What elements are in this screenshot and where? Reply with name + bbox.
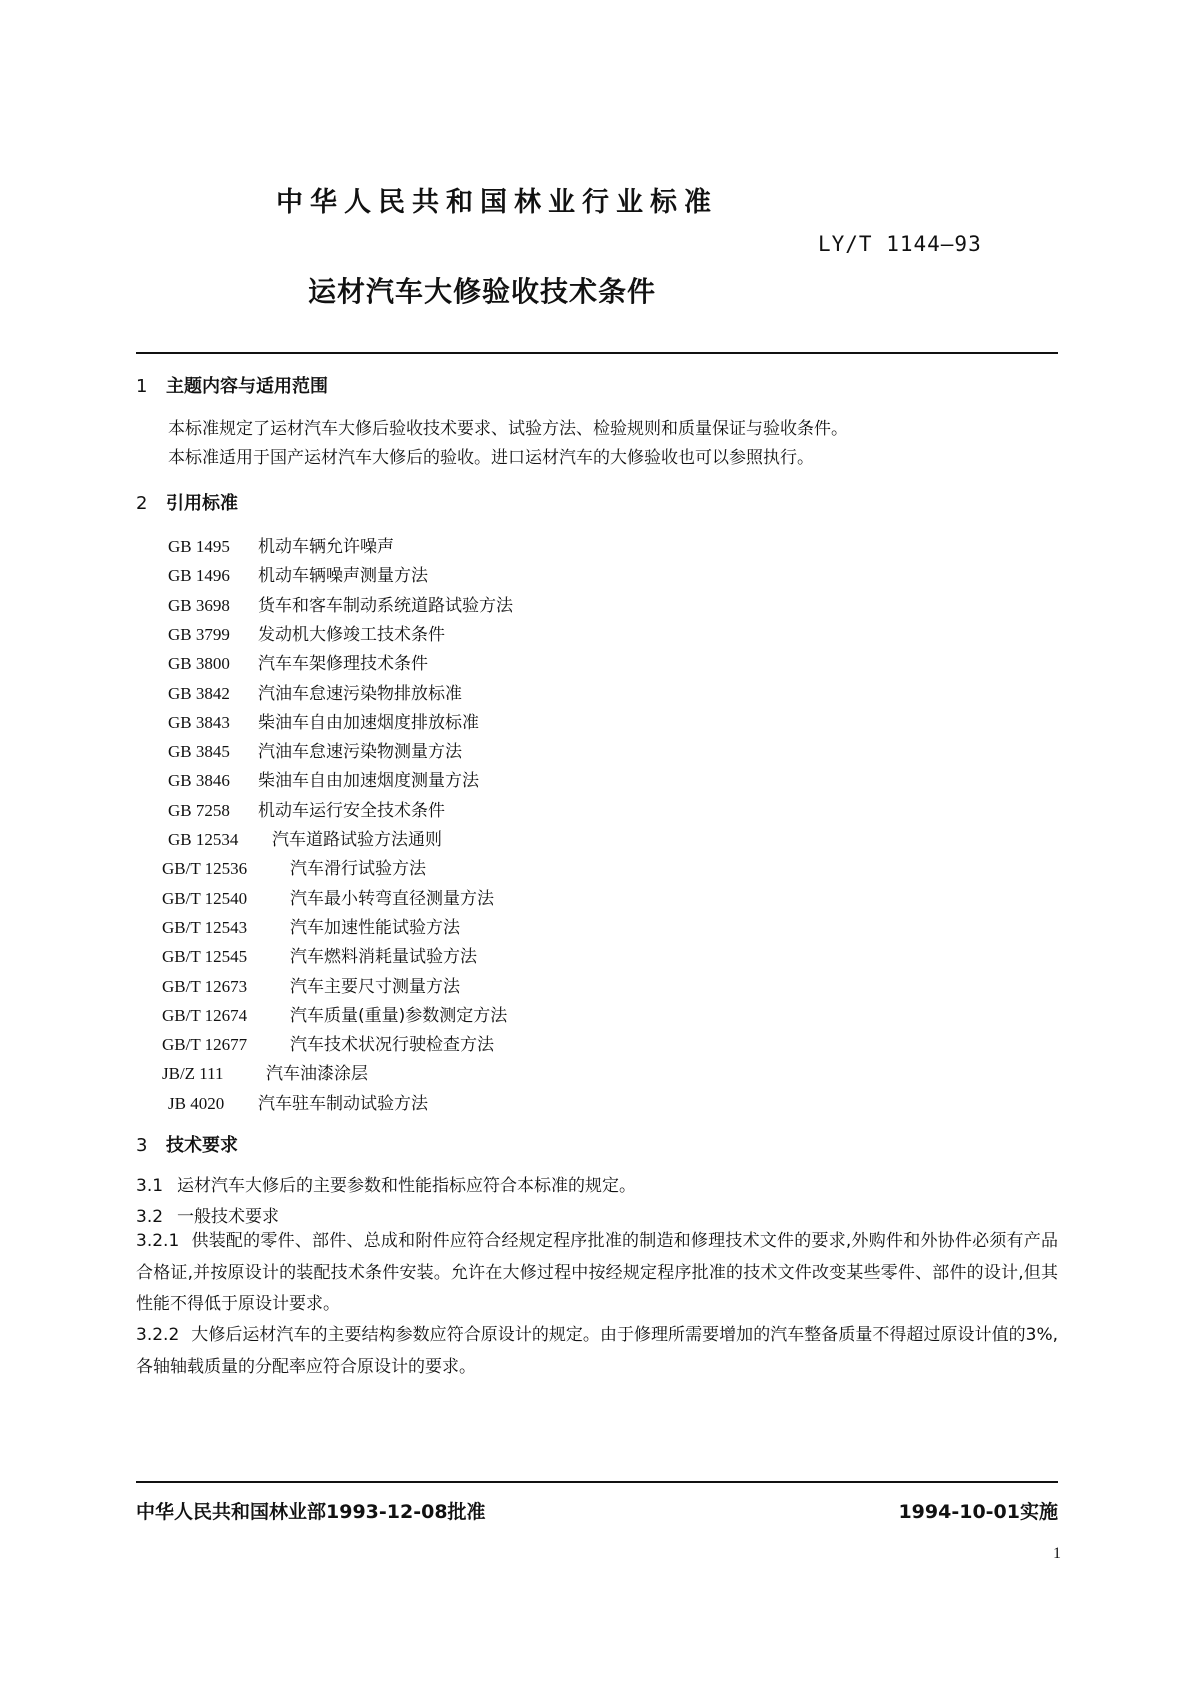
reference-name: 汽车最小转弯直径测量方法 xyxy=(290,888,494,909)
reference-name: 机动车运行安全技术条件 xyxy=(258,800,445,821)
reference-name: 货车和客车制动系统道路试验方法 xyxy=(258,595,513,616)
reference-name: 汽车滑行试验方法 xyxy=(290,859,426,880)
reference-item xyxy=(162,942,477,967)
clause-number: 3.2.2 xyxy=(136,1325,180,1345)
section-1-paragraph: 本标准规定了运材汽车大修后验收技术要求、试验方法、检验规则和质量保证与验收条件。 xyxy=(168,419,848,439)
reference-name: 汽车主要尺寸测量方法 xyxy=(290,976,460,997)
section-1-heading xyxy=(136,372,328,398)
clause-number: 3.1 xyxy=(136,1176,164,1196)
section-number: 2 xyxy=(136,493,148,514)
header-divider xyxy=(136,352,1058,354)
reference-code: GB 3698 xyxy=(168,595,230,615)
reference-item xyxy=(168,561,428,586)
clause-3-2-1 xyxy=(136,1226,1058,1321)
reference-name: 柴油车自由加速烟度测量方法 xyxy=(258,771,479,792)
reference-item xyxy=(168,766,479,791)
clause-text: 大修后运材汽车的主要结构参数应符合原设计的规定。由于修理所需要增加的汽车整备质量不得超过原设计值的3%,各轴轴载质量的分配率应符合原设计的要求。 xyxy=(136,1325,1058,1377)
reference-item xyxy=(162,854,426,879)
reference-item xyxy=(168,825,442,850)
clause-3-2-2 xyxy=(136,1320,1058,1383)
reference-code: GB 3800 xyxy=(168,654,230,674)
reference-code: GB/T 12540 xyxy=(162,888,248,908)
reference-item xyxy=(162,1059,368,1084)
page-number: 1 xyxy=(1053,1545,1061,1562)
clause-text: 供装配的零件、部件、总成和附件应符合经规定程序批准的制造和修理技术文件的要求,外购件和外协件必须有产品合格证,并按原设计的装配技术条件安装。允许在大修过程中按经规定程序批准的技术文件改变某些零件、部件的设计,但其性能不得低于原设计要求。 xyxy=(136,1231,1058,1314)
reference-code: JB 4020 xyxy=(168,1093,225,1113)
reference-name: 汽车驻车制动试验方法 xyxy=(258,1093,428,1114)
reference-item xyxy=(162,1030,494,1055)
reference-item xyxy=(162,972,460,997)
clause-text: 运材汽车大修后的主要参数和性能指标应符合本标准的规定。 xyxy=(177,1176,637,1196)
reference-item xyxy=(168,796,445,821)
document-title: 运材汽车大修验收技术条件 xyxy=(308,275,657,308)
reference-code: GB 3799 xyxy=(168,624,230,644)
section-title: 技术要求 xyxy=(166,1135,238,1156)
reference-name: 机动车辆允许噪声 xyxy=(258,537,394,557)
section-2-heading xyxy=(136,489,238,515)
reference-code: GB/T 12674 xyxy=(162,1005,248,1025)
section-number: 3 xyxy=(136,1135,148,1156)
reference-code: GB 12534 xyxy=(168,830,239,849)
reference-item xyxy=(168,737,462,762)
reference-code: GB/T 12543 xyxy=(162,917,248,937)
reference-name: 汽车道路试验方法通则 xyxy=(272,830,442,850)
reference-item xyxy=(168,620,445,645)
reference-name: 发动机大修竣工技术条件 xyxy=(258,624,445,645)
reference-name: 机动车辆噪声测量方法 xyxy=(258,566,428,587)
reference-name: 汽车车架修理技术条件 xyxy=(258,654,428,675)
section-3-heading xyxy=(136,1131,238,1157)
reference-code: GB/T 12545 xyxy=(162,947,248,967)
section-title: 主题内容与适用范围 xyxy=(166,376,328,397)
reference-item xyxy=(168,1089,428,1114)
reference-name: 汽车质量(重量)参数测定方法 xyxy=(290,1005,508,1026)
section-number: 1 xyxy=(136,376,148,397)
reference-code: GB 3846 xyxy=(168,771,230,791)
reference-item xyxy=(162,884,494,909)
section-1-paragraph: 本标准适用于国产运材汽车大修后的验收。进口运材汽车的大修验收也可以参照执行。 xyxy=(168,448,814,468)
reference-code: GB/T 12677 xyxy=(162,1035,248,1055)
reference-code: GB 3843 xyxy=(168,712,230,732)
reference-name: 汽车技术状况行驶检查方法 xyxy=(290,1035,494,1056)
effective-date: 1994-10-01实施 xyxy=(898,1501,1058,1523)
reference-item xyxy=(168,708,479,733)
reference-name: 汽车加速性能试验方法 xyxy=(290,917,460,938)
reference-code: GB 7258 xyxy=(168,800,230,820)
reference-item xyxy=(168,532,394,557)
reference-name: 汽油车怠速污染物测量方法 xyxy=(258,742,462,763)
clause-number: 3.2.1 xyxy=(136,1231,180,1251)
reference-code: GB 3842 xyxy=(168,683,230,703)
reference-name: 汽油车怠速污染物排放标准 xyxy=(258,683,462,704)
reference-item xyxy=(168,649,428,674)
reference-item xyxy=(168,591,513,616)
reference-name: 汽车油漆涂层 xyxy=(266,1064,368,1085)
clause-number: 3.2 xyxy=(136,1207,164,1227)
section-title: 引用标准 xyxy=(166,493,238,514)
clause-3-2 xyxy=(136,1202,279,1227)
reference-item xyxy=(162,1001,507,1026)
reference-code: GB/T 12673 xyxy=(162,976,248,996)
clause-text: 一般技术要求 xyxy=(177,1207,280,1227)
reference-code: GB 3845 xyxy=(168,742,230,762)
reference-name: 柴油车自由加速烟度排放标准 xyxy=(258,712,479,733)
reference-code: GB 1495 xyxy=(168,537,230,556)
reference-item xyxy=(168,679,462,704)
approval-date: 中华人民共和国林业部1993-12-08批准 xyxy=(136,1501,486,1523)
reference-code: GB/T 12536 xyxy=(162,859,248,879)
issuing-organization: 中华人民共和国林业行业标准 xyxy=(276,187,718,218)
reference-code: JB/Z 111 xyxy=(162,1064,224,1084)
standard-code: LY/T 1144—93 xyxy=(818,232,982,256)
footer-divider xyxy=(136,1481,1058,1483)
reference-name: 汽车燃料消耗量试验方法 xyxy=(290,947,477,968)
reference-code: GB 1496 xyxy=(168,566,230,586)
reference-item xyxy=(162,913,460,938)
clause-3-1 xyxy=(136,1171,636,1196)
